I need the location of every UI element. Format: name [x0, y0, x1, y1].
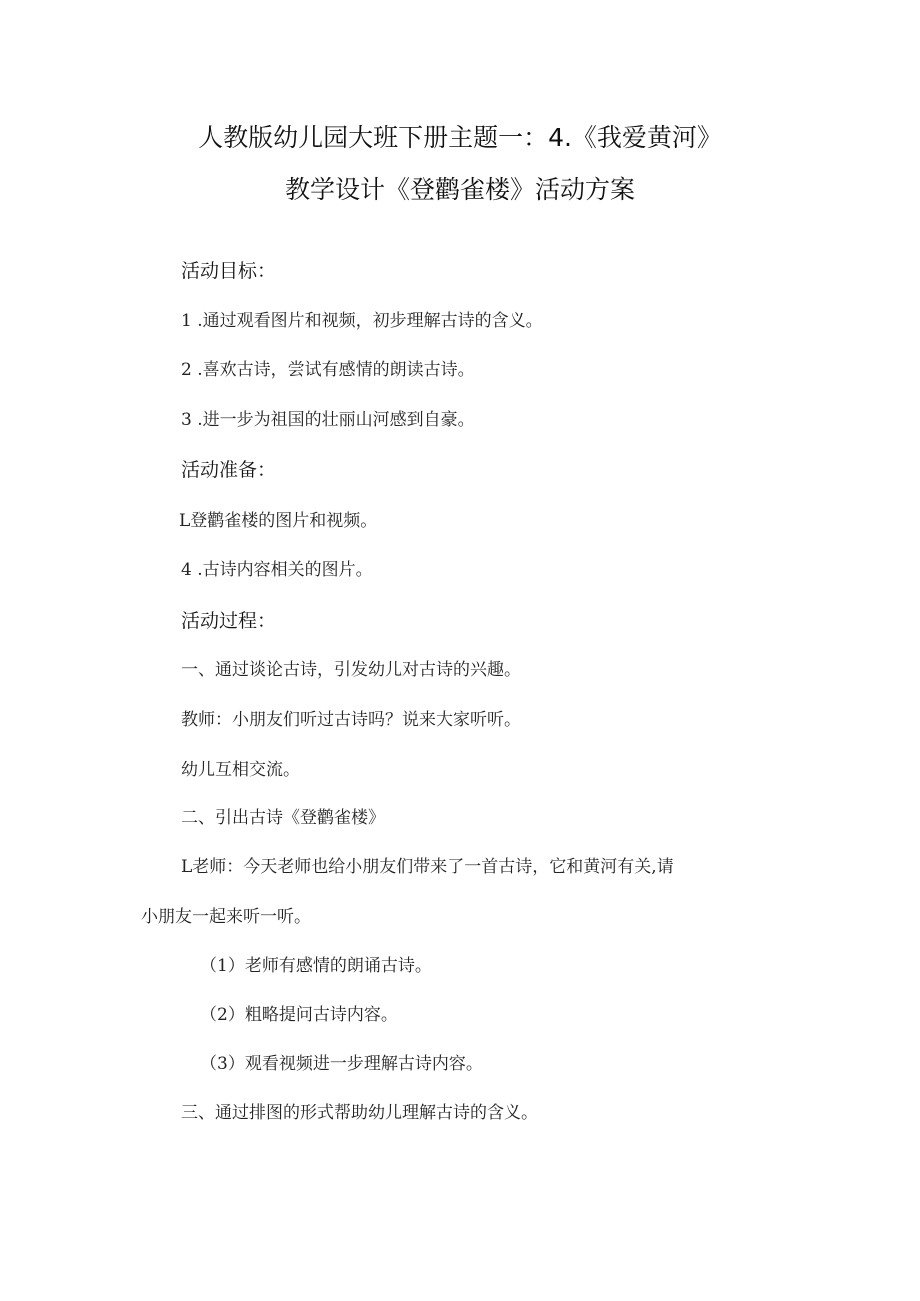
process-step-2: 二、引出古诗《登鹳雀楼》: [181, 808, 385, 828]
children-response: 幼儿互相交流。: [181, 760, 300, 780]
goals-heading: 活动目标：: [181, 260, 277, 282]
teacher-question: 教师：小朋友们听过古诗吗？说来大家听听。: [181, 710, 521, 730]
goal-item-2: 2 .喜欢古诗，尝试有感情的朗读古诗。: [181, 360, 475, 380]
goal-item-1: 1 .通过观看图片和视频，初步理解古诗的含义。: [181, 311, 543, 331]
process-step-3: 三、通过排图的形式帮助幼儿理解古诗的含义。: [181, 1103, 538, 1123]
prep-item-1: L登鹳雀楼的图片和视频。: [179, 511, 378, 531]
sub-step-2: （2）粗略提问古诗内容。: [200, 1005, 398, 1025]
process-heading: 活动过程：: [181, 610, 277, 632]
process-step-1: 一、通过谈论古诗，引发幼儿对古诗的兴趣。: [181, 660, 521, 680]
prep-heading: 活动准备：: [181, 459, 277, 481]
prep-item-2: 4 .古诗内容相关的图片。: [181, 560, 373, 580]
goal-item-3: 3 .进一步为祖国的壮丽山河感到自豪。: [181, 410, 475, 430]
sub-step-3: （3）观看视频进一步理解古诗内容。: [200, 1054, 483, 1074]
teacher-intro-line-1: L老师：今天老师也给小朋友们带来了一首古诗，它和黄河有关,请: [181, 857, 674, 877]
sub-step-1: （1）老师有感情的朗诵古诗。: [200, 956, 432, 976]
teacher-intro-line-2: 小朋友一起来听一听。: [141, 907, 311, 927]
document-title-line-2: 教学设计《登鹳雀楼》活动方案: [284, 175, 635, 204]
document-title-line-1: 人教版幼儿园大班下册主题一：4.《我爱黄河》: [198, 123, 722, 152]
